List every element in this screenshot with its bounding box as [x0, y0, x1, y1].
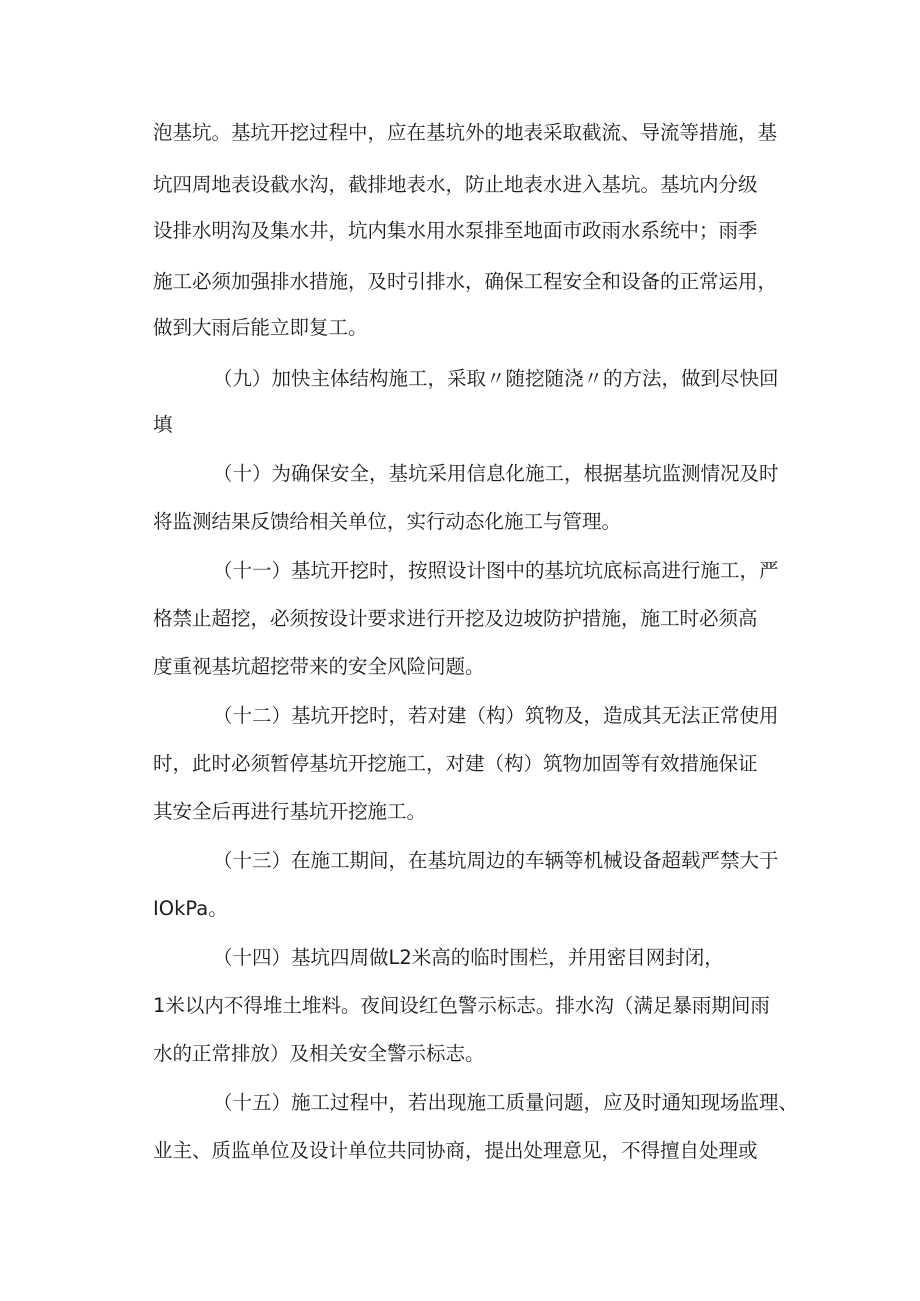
paragraph-13-first-line: （十三）在施工期间，在基坑周边的车辆等机械设备超载严禁大于: [213, 849, 779, 872]
text-line: 泡基坑。基坑开挖过程中，应在基坑外的地表采取截流、导流等措施，基: [153, 121, 778, 144]
text-line: 度重视基坑超挖带来的安全风险问题。: [153, 655, 485, 678]
text-line: 格禁止超挖，必须按设计要求进行开挖及边坡防护措施，施工时必须高: [153, 607, 758, 630]
paragraph-15-first-line: （十五）施工过程中，若出现施工质量问题，应及时通知现场监理、: [213, 1091, 799, 1114]
paragraph-12-first-line: （十二）基坑开挖时，若对建（构）筑物及，造成其无法正常使用: [213, 704, 779, 727]
paragraph-11-first-line: （十一）基坑开挖时，按照设计图中的基坑坑底标高进行施工，严: [213, 559, 779, 582]
paragraph-14-first-line: （十四）基坑四周做L2米高的临时围栏，并用密目网封闭，: [213, 946, 724, 969]
text-line: 业主、质监单位及设计单位共同协商，提出处理意见，不得擅自处理或: [153, 1139, 758, 1162]
text-line: 时，此时必须暂停基坑开挖施工，对建（构）筑物加固等有效措施保证: [153, 752, 758, 775]
text-line: 将监测结果反馈给相关单位，实行动态化施工与管理。: [153, 510, 622, 533]
paragraph-10-first-line: （十）为确保安全，基坑采用信息化施工，根据基坑监测情况及时: [213, 462, 779, 485]
text-line: 坑四周地表设截水沟，截排地表水，防止地表水进入基坑。基坑内分级: [153, 173, 758, 196]
text-line: 做到大雨后能立即复工。: [153, 316, 368, 339]
text-line: 水的正常排放）及相关安全警示标志。: [153, 1042, 485, 1065]
text-line: 施工必须加强排水措施，及时引排水，确保工程安全和设备的正常运用，: [153, 270, 778, 293]
text-line: 1米以内不得堆土堆料。夜间设红色警示标志。排水沟（满足暴雨期间雨: [153, 994, 770, 1017]
text-line: IOkPa。: [153, 897, 228, 920]
paragraph-9-first-line: （九）加快主体结构施工，采取〃随挖随浇〃的方法，做到尽快回: [213, 367, 779, 390]
text-line: 其安全后再进行基坑开挖施工。: [153, 800, 427, 823]
text-line: 填: [153, 413, 173, 436]
text-line: 设排水明沟及集水井，坑内集水用水泵排至地面市政雨水系统中；雨季: [153, 219, 758, 242]
